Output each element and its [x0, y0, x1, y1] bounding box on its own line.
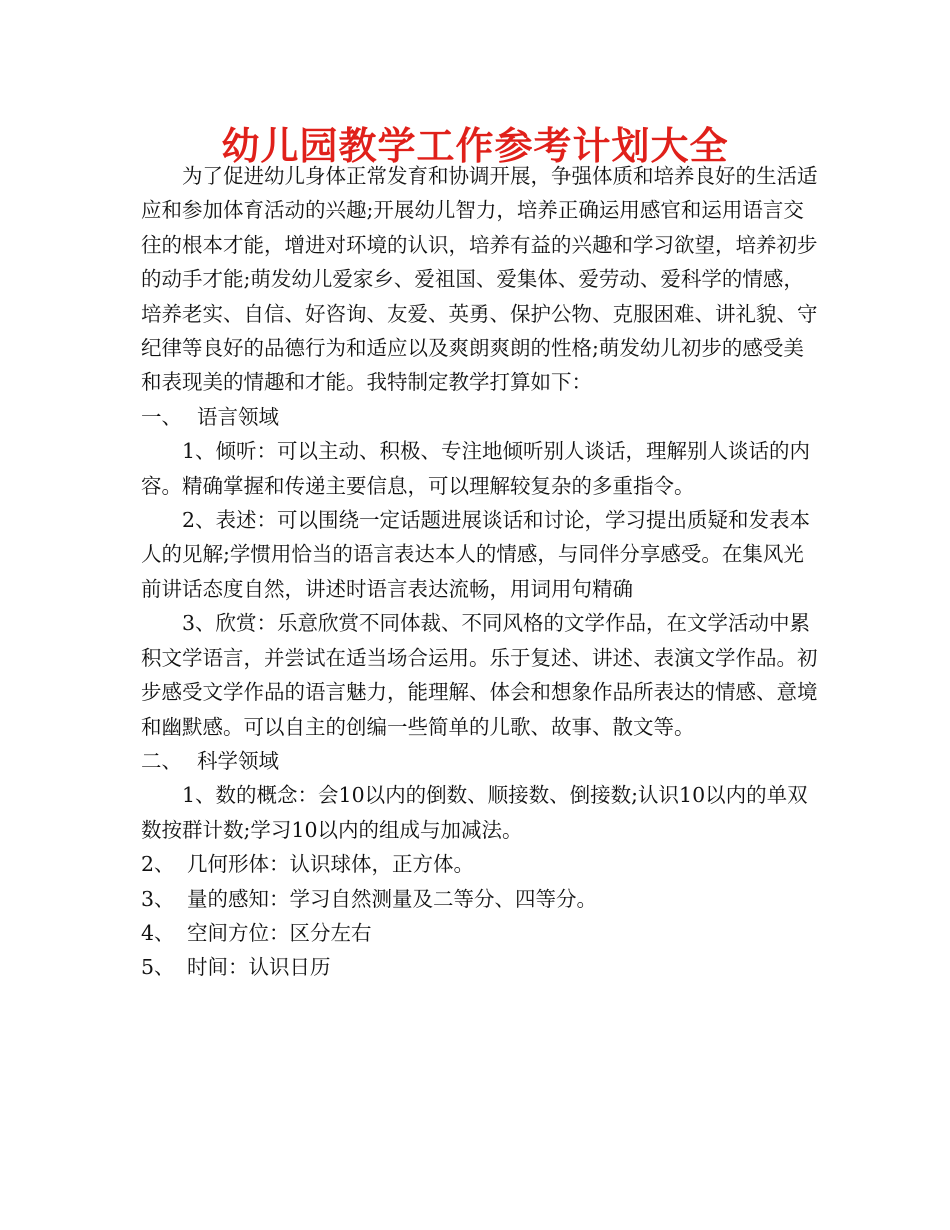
list-item-time — [141, 950, 821, 984]
list-item-measurement — [141, 882, 821, 916]
section-title: 科学领域 — [197, 748, 279, 773]
item-number: 2、 — [141, 852, 175, 877]
item-text: 量的感知：学习自然测量及二等分、四等分。 — [187, 886, 597, 911]
paragraph-listening: 1、倾听：可以主动、积极、专注地倾听别人谈话，理解别人谈话的内容。精确掌握和传递主要信息，可以理解较复杂的多重指令。 — [141, 439, 811, 498]
document-title: 幼儿园教学工作参考计划大全 — [221, 124, 729, 168]
section-number: 一、 — [141, 404, 182, 429]
item-text: 时间：认识日历 — [187, 955, 331, 980]
paragraph-number-concept: 1、数的概念：会10以内的倒数、顺接数、倒接数;认识10以内的单双数按群计数;学习10以内的组成与加减法。 — [141, 783, 808, 842]
section-heading-science — [141, 744, 821, 778]
item-number: 4、 — [141, 920, 175, 945]
section-title: 语言领域 — [197, 404, 279, 429]
document-body — [141, 159, 821, 985]
item-number: 5、 — [141, 955, 175, 980]
paragraph-expression: 2、表述：可以围绕一定话题进展谈话和讨论，学习提出质疑和发表本人的见解;学惯用恰当的语言表达本人的情感，与同伴分享感受。在集风光前讲话态度自然，讲述时语言表达流畅，用词用句精确 — [141, 508, 811, 601]
item-text: 几何形体：认识球体，正方体。 — [187, 852, 474, 877]
paragraph-appreciation: 3、欣赏：乐意欣赏不同体裁、不同风格的文学作品，在文学活动中累积文学语言，并尝试在适当场合运用。乐于复述、讲述、表演文学作品。初步感受文学作品的语言魅力，能理解、体会和想象作品所表达的情感、意境和幽默感。可以自主的创编一些简单的儿歌、故事、散文等。 — [141, 611, 818, 739]
list-item-geometry — [141, 847, 821, 881]
section-number: 二、 — [141, 748, 182, 773]
list-item-spatial — [141, 916, 821, 950]
intro-paragraph: 为了促进幼儿身体正常发育和协调开展，争强体质和培养良好的生活适应和参加体育活动的兴趣;开展幼儿智力，培养正确运用感官和运用语言交往的根本才能，增进对环境的认识，培养有益的兴趣和学习欲望，培养初步的动手才能;萌发幼儿爱家乡、爱祖国、爱集体、爱劳动、爱科学的情感，培养老实、自信、好咨询、友爱、英勇、保护公物、克服困难、讲礼貌、守纪律等良好的品德行为和适应以及爽朗爽朗的性格;萌发幼儿初步的感受美和表现美的情趣和才能。我特制定教学打算如下： — [141, 164, 818, 395]
section-heading-language — [141, 400, 821, 434]
item-number: 3、 — [141, 886, 175, 911]
item-text: 空间方位：区分左右 — [187, 920, 372, 945]
